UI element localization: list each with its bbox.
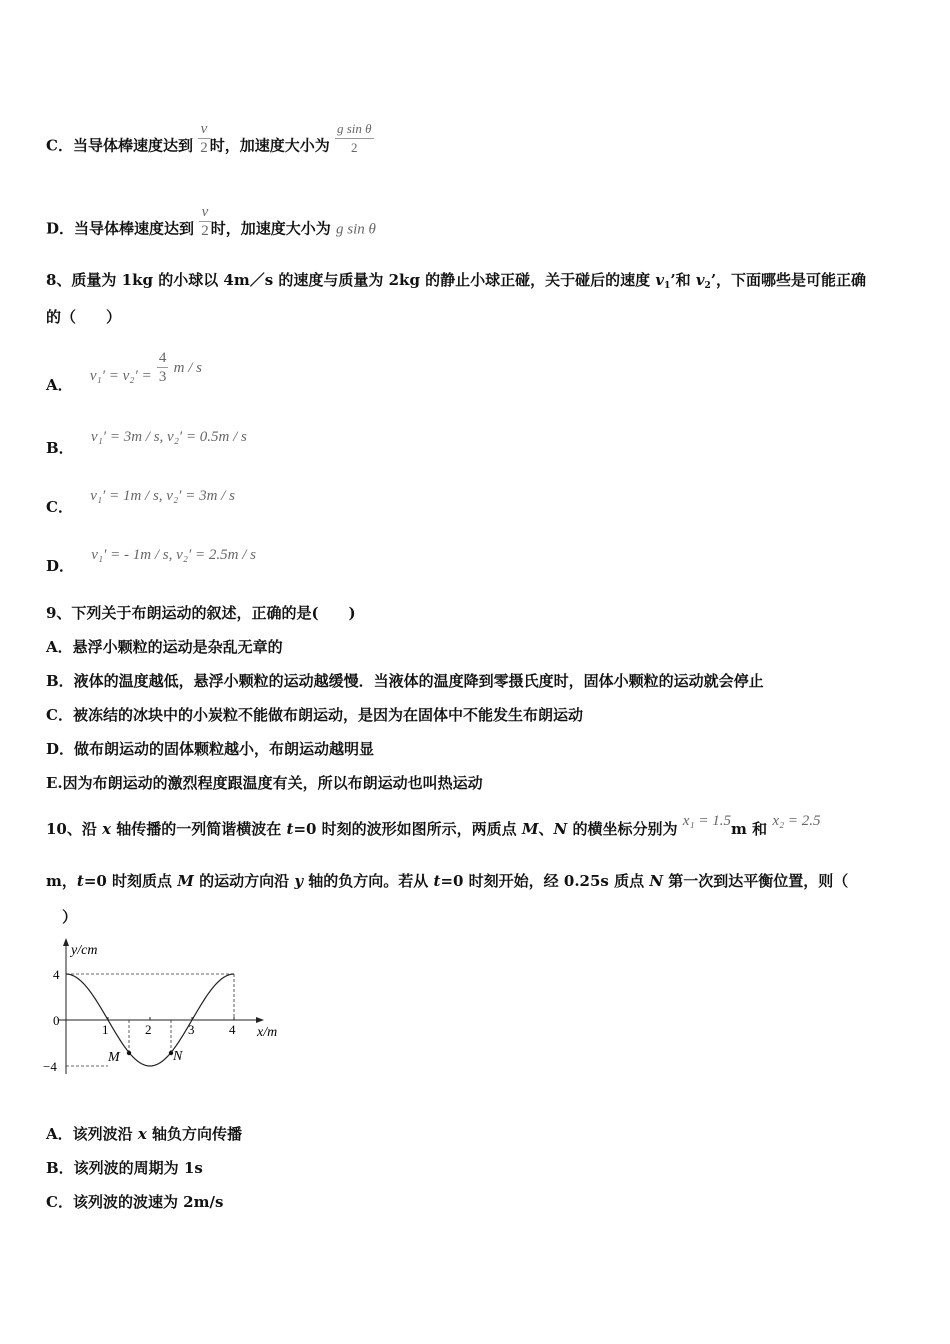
y-tick-0: 0 [53,1013,60,1028]
fraction-4-over-3: $\frac{4}{3}$ [158,350,167,385]
q10-stem-line1: 10、沿 x 轴传播的一列简谐横波在 t=0 时刻的波形如图所示，两质点 M、N 的横坐标分别为 x₁ = 1.5m 和 x₂ = 2.5 [46,813,821,838]
y-axis-label: y/cm [71,943,98,958]
option-label: C． [46,498,73,516]
fraction-v-over-2: $\frac{v}{2}$ [200,121,208,156]
option-label: B． [46,439,74,457]
x-tick-1: 1 [102,1022,109,1037]
q10-stem-line3: ） [62,908,78,926]
q8-option-d: D． v₁′ = - 1m / s, v₂′ = 2.5m / s [46,547,256,575]
q8-option-c: C． v₁′ = 1m / s, v₂′ = 3m / s [46,488,235,516]
x-tick-4: 4 [229,1022,236,1037]
option-label: A． [46,375,73,394]
q10-option-b: B．该列波的周期为 1s [46,1159,203,1177]
q7-option-c: C．当导体棒速度达到 $\frac{v}{2}$ 时，加速度大小为 $\frac{\text{g sin θ}}{2}$ [46,121,372,156]
label-N: N [173,1049,183,1064]
wave-graph [38,936,298,1080]
option-label: D． [46,557,75,575]
q8-stem-line2: 的（ ） [46,308,122,326]
q8-stem-line1: 8、质量为 1kg 的小球以 4m／s 的速度与质量为 2kg 的静止小球正碰，关于碰后的速度 $v_1$’和 $v_2$’，下面哪些是可能正确 [46,271,867,291]
point-M [127,1051,131,1055]
q10-option-c: C．该列波的波速为 2m/s [46,1193,224,1211]
y-axis-arrow [63,938,69,946]
label-M: M [108,1050,120,1065]
fraction-gsin-over-2: $\frac{\text{g sin θ}}{2}$ [336,121,372,155]
q10-option-a: A．该列波沿 x 轴负方向传播 [46,1125,243,1143]
x-tick-3: 3 [188,1022,195,1037]
q7-option-d: D．当导体棒速度达到 $\frac{v}{2}$ 时，加速度大小为 g sin θ [46,204,376,239]
q9-stem: 9、下列关于布朗运动的叙述，正确的是( ) [46,604,356,622]
option-label: D． [46,219,75,238]
x-tick-2: 2 [145,1022,152,1037]
q9-option-c: C．被冻结的冰块中的小炭粒不能做布朗运动，是因为在固体中不能发生布朗运动 [46,706,583,724]
fraction-v-over-2: $\frac{v}{2}$ [201,204,209,239]
q8-option-a: A． v₁′ = v₂′ = $\frac{4}{3}$ m / s [46,350,202,394]
y-tick-neg4: −4 [43,1059,57,1074]
x2-value: x₂ = 2.5 [772,813,821,829]
expression-gsin: g sin θ [336,221,376,238]
x-axis-label: x/m [257,1025,278,1040]
q8-option-b: B． v₁′ = 3m / s, v₂′ = 0.5m / s [46,429,247,457]
q9-option-e: E.因为布朗运动的激烈程度跟温度有关，所以布朗运动也叫热运动 [46,774,483,792]
q9-option-a: A．悬浮小颗粒的运动是杂乱无章的 [46,638,283,656]
x1-value: x₁ = 1.5 [682,813,731,829]
q10-stem-line2: m，t=0 时刻质点 M 的运动方向沿 y 轴的负方向。若从 t=0 时刻开始，经 0.25s 质点 N 第一次到达平衡位置，则（ [46,872,849,890]
q9-option-d: D．做布朗运动的固体颗粒越小，布朗运动越明显 [46,740,375,758]
x-axis-arrow [256,1017,264,1023]
q9-option-b: B．液体的温度越低，悬浮小颗粒的运动越缓慢．当液体的温度降到零摄氏度时，固体小颗粒的运动就会停止 [46,672,764,690]
option-label: C． [46,136,73,155]
y-tick-4: 4 [53,967,60,982]
